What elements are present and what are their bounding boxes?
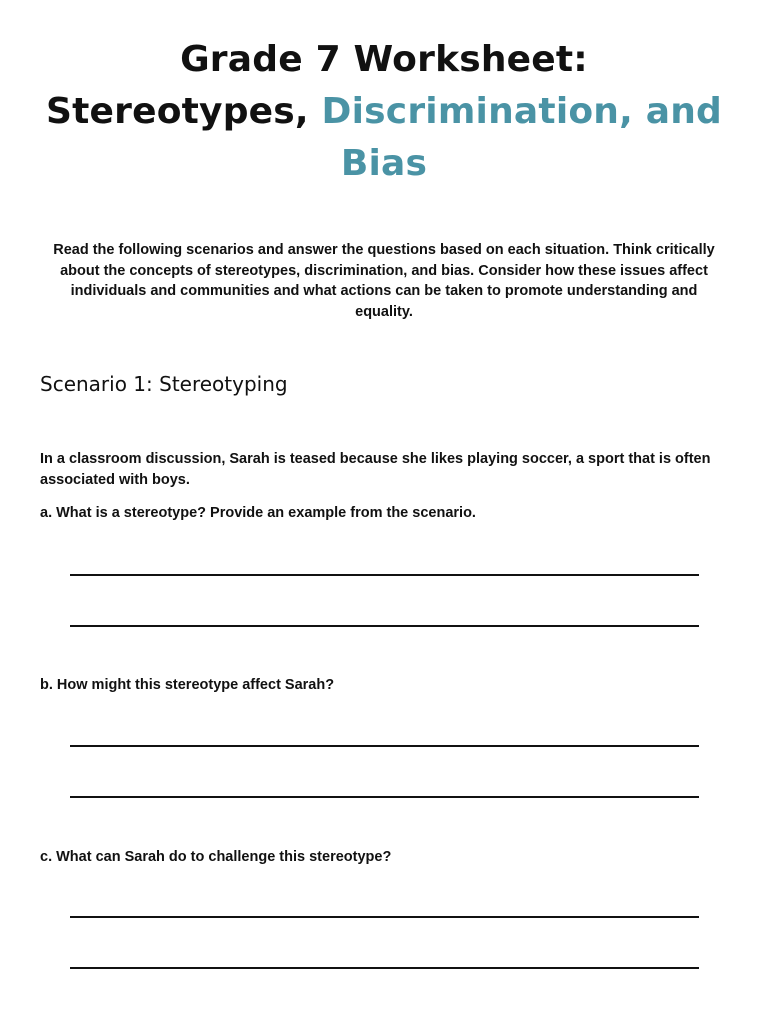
intro-paragraph: Read the following scenarios and answer the questions based on each situation. Think critically about the concepts of stereotypes, discrimination, and bias. Consider how these issues affect individuals and communities and what actions can be taken to promote understanding and equality.: [53, 242, 715, 320]
answer-line-c-1[interactable]: [70, 916, 699, 918]
scenario-1-heading: Scenario 1: Stereotyping: [40, 372, 288, 396]
answer-line-b-1[interactable]: [70, 745, 699, 747]
question-c: c. What can Sarah do to challenge this stereotype?: [40, 849, 392, 865]
title-line-3-accent: Bias: [340, 143, 428, 184]
answer-line-b-2[interactable]: [70, 796, 699, 798]
scenario-1-description: In a classroom discussion, Sarah is teased because she likes playing soccer, a sport that is often associated with boys.: [40, 451, 711, 488]
answer-line-a-2[interactable]: [70, 625, 699, 627]
answer-line-a-1[interactable]: [70, 574, 699, 576]
title-line-2-plain: Stereotypes,: [45, 91, 322, 132]
title-line-1: Grade 7 Worksheet:: [180, 39, 588, 80]
question-a: a. What is a stereotype? Provide an example from the scenario.: [40, 505, 476, 521]
question-b: b. How might this stereotype affect Sarah?: [40, 677, 335, 693]
title-line-2-accent: Discrimination, and: [321, 91, 723, 132]
answer-line-c-2[interactable]: [70, 967, 699, 969]
worksheet-title: [40, 34, 728, 190]
